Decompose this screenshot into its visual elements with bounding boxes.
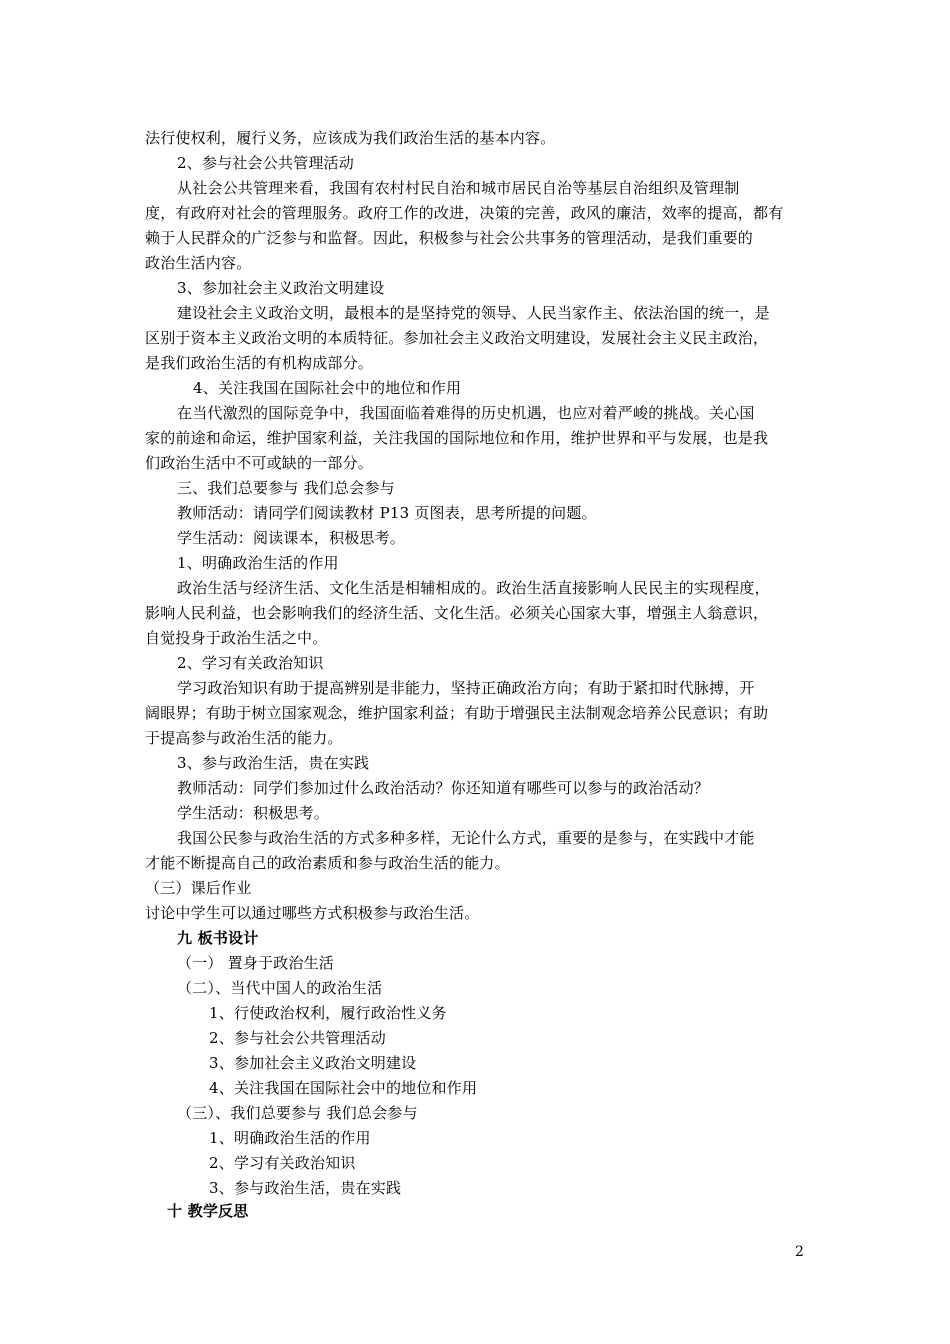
paragraph-line: 自觉投身于政治生活之中。 [145, 629, 328, 647]
paragraph-line: 们政治生活中不可或缺的一部分。 [145, 454, 374, 472]
paragraph-line: 家的前途和命运，维护国家利益，关注我国的国际地位和作用，维护世界和平与发展，也是我 [145, 429, 769, 447]
section-heading: 2、学习有关政治知识 [177, 654, 324, 672]
outline-subitem: 1、明确政治生活的作用 [209, 1129, 371, 1147]
outline-subitem: 1、行使政治权利，履行政治性义务 [209, 1004, 447, 1022]
section-heading: 1、明确政治生活的作用 [177, 554, 339, 572]
paragraph-line: 在当代激烈的国际竞争中，我国面临着难得的历史机遇，也应对着严峻的挑战。关心国 [177, 404, 755, 422]
outline-item: （二）、当代中国人的政治生活 [177, 979, 383, 997]
outline-subitem: 2、参与社会公共管理活动 [209, 1029, 386, 1047]
chapter-heading: 十 教学反思 [167, 1202, 249, 1220]
paragraph-line: 讨论中学生可以通过哪些方式积极参与政治生活。 [145, 904, 480, 922]
section-heading: 2、参与社会公共管理活动 [177, 154, 354, 172]
outline-item: （三）、我们总要参与 我们总会参与 [177, 1104, 418, 1122]
page-number: 2 [795, 1244, 804, 1260]
section-heading: （三）课后作业 [145, 879, 252, 897]
paragraph-line: 度，有政府对社会的管理服务。政府工作的改进，决策的完善，政风的廉洁，效率的提高，都有 [145, 204, 784, 222]
paragraph-line: 区别于资本主义政治文明的本质特征。参加社会主义政治文明建设，发展社会主义民主政治， [145, 329, 769, 347]
paragraph-line: 学生活动：积极思考。 [177, 804, 330, 822]
section-heading: 3、参加社会主义政治文明建设 [177, 279, 385, 297]
section-heading: 3、参与政治生活，贵在实践 [177, 754, 370, 772]
outline-item: （一） 置身于政治生活 [177, 954, 334, 972]
paragraph-line: 教师活动：同学们参加过什么政治活动？你还知道有哪些可以参与的政治活动？ [177, 779, 710, 797]
paragraph-line: 法行使权利，履行义务，应该成为我们政治生活的基本内容。 [145, 129, 556, 147]
paragraph-line: 阔眼界；有助于树立国家观念，维护国家利益；有助于增强民主法制观念培养公民意识；有助 [145, 704, 769, 722]
paragraph-line: 教师活动：请同学们阅读教材 P13 页图表，思考所提的问题。 [177, 504, 597, 522]
paragraph-line: 学生活动：阅读课本，积极思考。 [177, 529, 406, 547]
outline-subitem: 3、参与政治生活，贵在实践 [209, 1179, 402, 1197]
section-heading: 三、我们总要参与 我们总会参与 [177, 479, 395, 497]
paragraph-line: 我国公民参与政治生活的方式多种多样，无论什么方式，重要的是参与，在实践中才能 [177, 829, 755, 847]
paragraph-line: 才能不断提高自己的政治素质和参与政治生活的能力。 [145, 854, 510, 872]
outline-subitem: 2、学习有关政治知识 [209, 1154, 356, 1172]
paragraph-line: 政治生活内容。 [145, 254, 252, 272]
section-heading: 4、关注我国在国际社会中的地位和作用 [193, 379, 462, 397]
paragraph-line: 政治生活与经济生活、文化生活是相辅相成的。政治生活直接影响人民民主的实现程度， [177, 579, 770, 597]
paragraph-line: 学习政治知识有助于提高辨别是非能力，坚持正确政治方向；有助于紧扣时代脉搏，开 [177, 679, 755, 697]
paragraph-line: 于提高参与政治生活的能力。 [145, 729, 343, 747]
outline-subitem: 4、关注我国在国际社会中的地位和作用 [209, 1079, 478, 1097]
paragraph-line: 影响人民利益，也会影响我们的经济生活、文化生活。必须关心国家大事，增强主人翁意识， [145, 604, 769, 622]
outline-subitem: 3、参加社会主义政治文明建设 [209, 1054, 417, 1072]
paragraph-line: 是我们政治生活的有机构成部分。 [145, 354, 374, 372]
paragraph-line: 从社会公共管理来看，我国有农村村民自治和城市居民自治等基层自治组织及管理制 [177, 179, 740, 197]
chapter-heading: 九 板书设计 [177, 929, 259, 947]
paragraph-line: 赖于人民群众的广泛参与和监督。因此，积极参与社会公共事务的管理活动，是我们重要的 [145, 229, 754, 247]
paragraph-line: 建设社会主义政治文明，最根本的是坚持党的领导、人民当家作主、依法治国的统一，是 [177, 304, 770, 322]
